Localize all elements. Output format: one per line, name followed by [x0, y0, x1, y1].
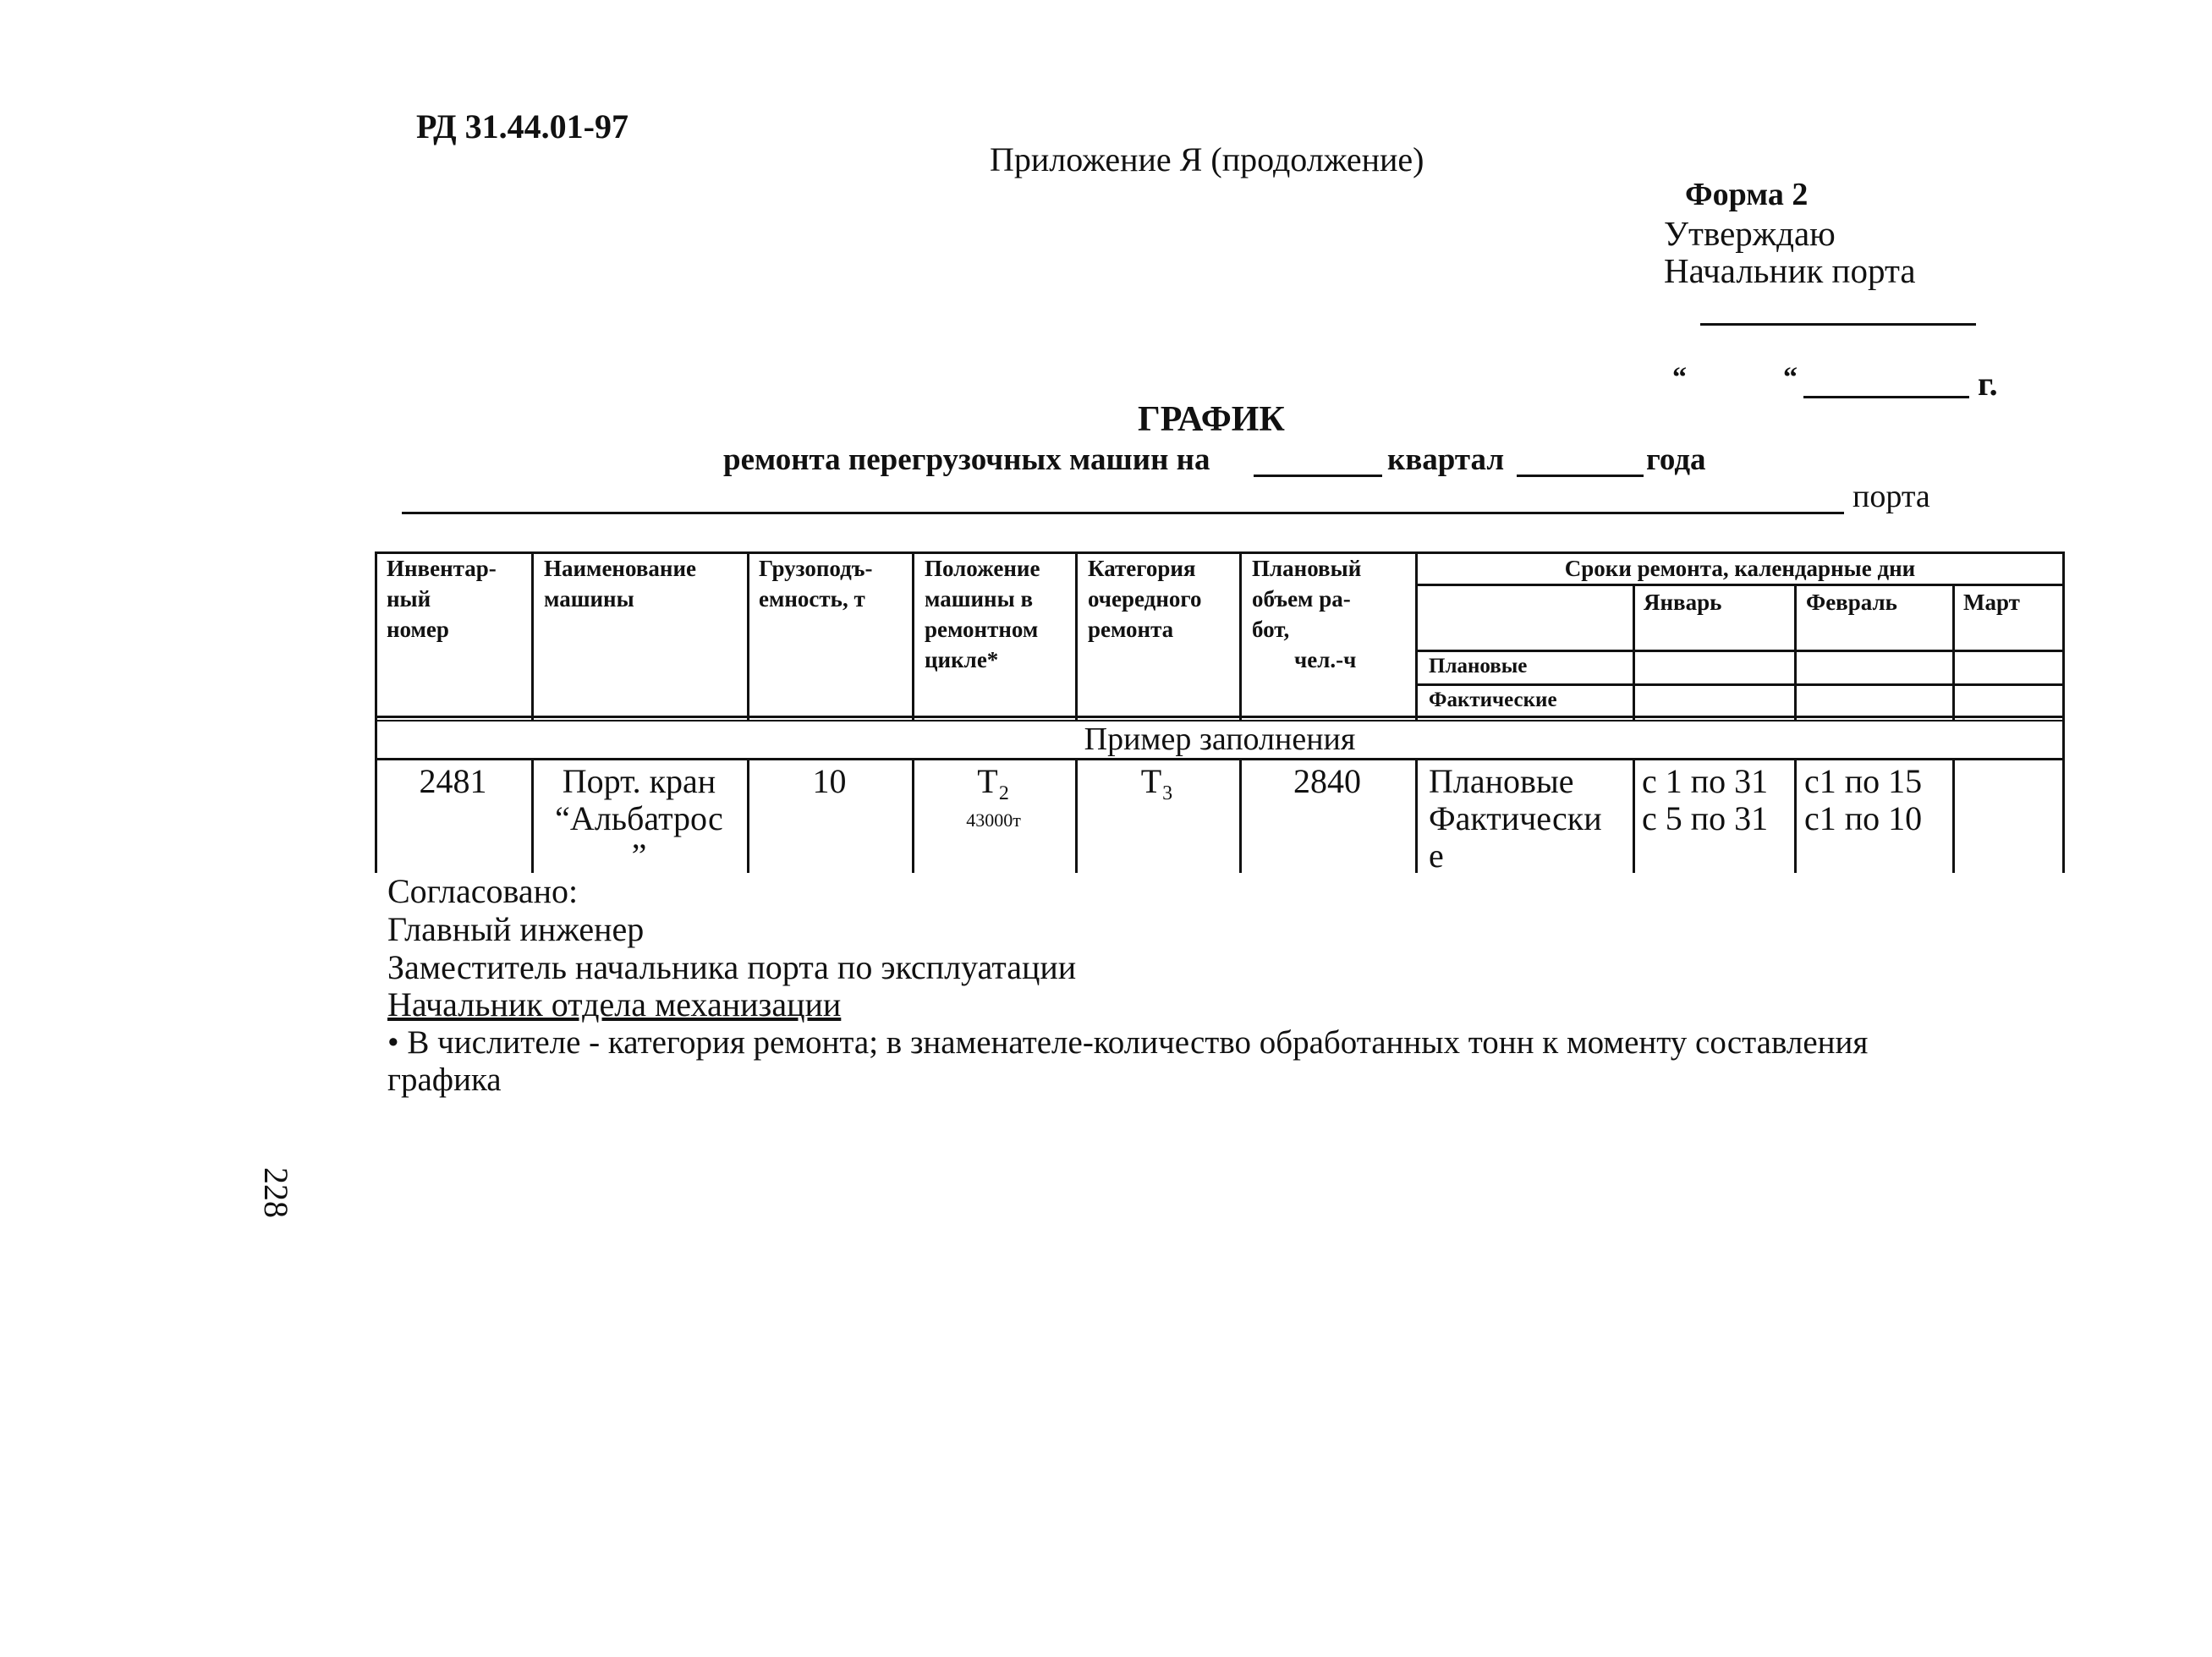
row-repair-category: Т₃	[1140, 762, 1174, 800]
col-line-4	[1075, 551, 1078, 721]
port-label: порта	[1852, 479, 1930, 514]
deputy-head: Заместитель начальника порта по эксплуатации	[387, 948, 1077, 986]
data-col-line-8	[1794, 758, 1797, 873]
agreed-label: Согласовано:	[387, 872, 579, 910]
header-february: Февраль	[1806, 590, 1897, 615]
footnote-line-2: графика	[387, 1062, 502, 1098]
header-bottom-line	[375, 716, 2065, 718]
col-line-8	[1794, 584, 1797, 721]
col-line-5	[1239, 551, 1242, 721]
row-january: с 1 по 31 с 5 по 31	[1642, 762, 1769, 837]
row-february: с1 по 15 с1 по 10	[1804, 762, 1923, 837]
header-machine-name: Наименование машины	[544, 556, 696, 612]
data-col-line-7	[1633, 758, 1635, 873]
header-march: Март	[1963, 590, 2020, 615]
quarter-label: квартал	[1387, 442, 1505, 477]
data-col-line-10	[2062, 758, 2065, 873]
header-planned-volume: Плановый объем ра- бот, чел.-ч	[1252, 556, 1362, 672]
col-line-2	[747, 551, 749, 721]
terms-header-line	[1415, 584, 2065, 586]
row-cycle-position: Т₂	[977, 762, 1010, 800]
header-planned: Плановые	[1429, 655, 1528, 678]
row-cycle-position-tons: 43000т	[966, 809, 1021, 831]
header-inventory-number: Инвентар- ный номер	[387, 556, 497, 642]
header-repair-cycle-position: Положение машины в ремонтном цикле*	[925, 556, 1040, 672]
port-blank-line	[402, 512, 1844, 514]
header-january: Январь	[1644, 590, 1722, 615]
data-col-line-9	[1952, 758, 1955, 873]
col-line-9	[1952, 584, 1955, 721]
year-label: года	[1646, 442, 1706, 477]
row-capacity: 10	[812, 762, 847, 800]
date-year-suffix: г.	[1978, 365, 1998, 403]
header-repair-terms: Сроки ремонта, календарные дни	[1564, 556, 1916, 581]
col-line-3	[912, 551, 914, 721]
example-label: Пример заполнения	[1084, 722, 1356, 757]
page-number: 228	[257, 1167, 295, 1218]
approver-title: Начальник порта	[1664, 251, 1916, 290]
footnote-line-1: • В числителе - категория ремонта; в знаменателе-количество обработанных тонн к моменту составления	[387, 1024, 1869, 1061]
col-line-7	[1633, 584, 1635, 721]
col-line-0	[375, 551, 377, 721]
row-machine-name: Порт. кран “Альбатрос ”	[555, 762, 723, 875]
approve-label: Утверждаю	[1664, 214, 1836, 253]
header-repair-category: Категория очередного ремонта	[1088, 556, 1202, 642]
document-title: ГРАФИК	[1138, 400, 1285, 439]
signature-line	[1700, 323, 1976, 326]
quarter-blank-line	[1254, 475, 1382, 477]
document-code: РД 31.44.01-97	[416, 107, 628, 145]
date-line	[1803, 396, 1969, 398]
date-quote-open: “	[1672, 362, 1687, 393]
data-col-line-6	[1415, 758, 1418, 873]
col-line-1	[531, 551, 534, 721]
header-capacity: Грузоподъ- емность, т	[759, 556, 873, 612]
document-subtitle: ремонта перегрузочных машин на	[723, 442, 1210, 477]
row-planned-volume: 2840	[1293, 762, 1361, 800]
example-row-line	[375, 758, 2065, 760]
year-blank-line	[1517, 475, 1644, 477]
row-inventory-number: 2481	[419, 762, 487, 800]
form-number: Форма 2	[1685, 177, 1809, 212]
mechanization-head: Начальник отдела механизации	[387, 985, 842, 1023]
header-actual: Фактические	[1429, 689, 1557, 711]
date-quote-close: “	[1783, 362, 1798, 393]
row-types: Плановые Фактически е	[1429, 762, 1602, 875]
chief-engineer: Главный инженер	[387, 910, 645, 948]
col-line-10	[2062, 551, 2065, 721]
repair-schedule-table	[375, 551, 2065, 873]
appendix-caption: Приложение Я (продолжение)	[990, 140, 1424, 178]
